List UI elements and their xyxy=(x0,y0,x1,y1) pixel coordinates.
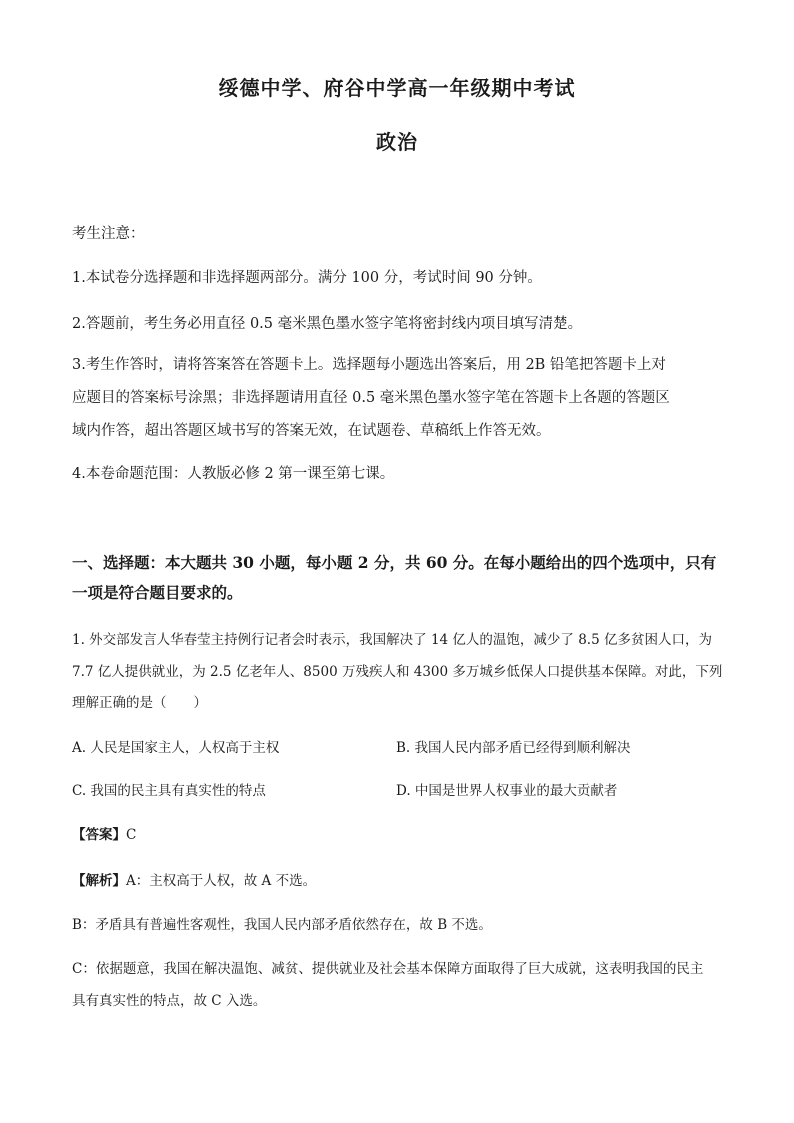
analysis-c-line-2: 具有真实性的特点，故 C 入选。 xyxy=(72,993,267,1009)
notice-item-1: 1.本试卷分选择题和非选择题两部分。满分 100 分，考试时间 90 分钟。 xyxy=(72,270,542,286)
notice-item-2: 2.答题前，考生务必用直径 0.5 毫米黑色墨水签字笔将密封线内项目填写清楚。 xyxy=(72,316,583,332)
analysis-a: A：主权高于人权，故 A 不选。 xyxy=(126,873,317,889)
analysis-tag: 【解析】 xyxy=(72,873,126,889)
question-1-line-2: 7.7 亿人提供就业，为 2.5 亿老年人、8500 万残疾人和 4300 多万城乡低保人口提供基本保障。对此，下列 xyxy=(72,664,723,680)
section-heading-line-1: 一、选择题：本大题共 30 小题，每小题 2 分，共 60 分。在每小题给出的四个选项中，只有 xyxy=(72,553,717,572)
answer-value: C xyxy=(126,827,137,843)
option-a: A. 人民是国家主人，人权高于主权 xyxy=(72,740,280,756)
notice-item-3-line-3: 域内作答，超出答题区域书写的答案无效，在试题卷、草稿纸上作答无效。 xyxy=(72,423,551,439)
analysis-b: B：矛盾具有普遍性客观性，我国人民内部矛盾依然存在，故 B 不选。 xyxy=(72,917,492,933)
answer-line xyxy=(72,823,136,843)
question-1-line-1: 1. 外交部发言人华春莹主持例行记者会时表示，我国解决了 14 亿人的温饱，减少了 8.5 亿多贫困人口，为 xyxy=(72,632,712,648)
option-b: B. 我国人民内部矛盾已经得到顺利解决 xyxy=(396,740,631,756)
notice-heading: 考生注意： xyxy=(72,226,145,242)
subject-title: 政治 xyxy=(376,130,418,154)
analysis-line-a xyxy=(72,869,316,889)
notice-item-4: 4.本卷命题范围：人教版必修 2 第一课至第七课。 xyxy=(72,466,395,482)
analysis-c-line-1: C：依据题意，我国在解决温饱、减贫、提供就业及社会基本保障方面取得了巨大成就，这表明我国的民主 xyxy=(72,961,704,977)
option-d: D. 中国是世界人权事业的最大贡献者 xyxy=(396,783,618,799)
exam-title: 绥德中学、府谷中学高一年级期中考试 xyxy=(218,76,576,100)
question-1-line-3: 理解正确的是（ ） xyxy=(72,695,207,711)
notice-item-3-line-1: 3.考生作答时，请将答案答在答题卡上。选择题每小题选出答案后，用 2B 铅笔把答题卡上对 xyxy=(72,357,666,373)
option-c: C. 我国的民主具有真实性的特点 xyxy=(72,783,266,799)
notice-item-3-line-2: 应题目的答案标号涂黑；非选择题请用直径 0.5 毫米黑色墨水签字笔在答题卡上各题的答题区 xyxy=(72,390,670,406)
section-heading-line-2: 一项是符合题目要求的。 xyxy=(72,583,243,602)
answer-tag: 【答案】 xyxy=(72,827,126,843)
